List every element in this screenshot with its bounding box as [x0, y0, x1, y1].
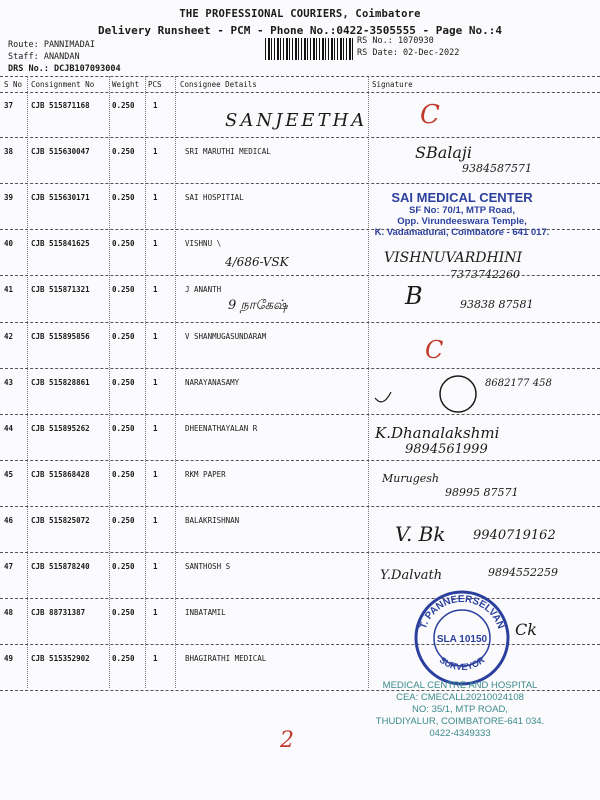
col-header-weight: Weight [112, 80, 140, 89]
row-sno: 49 [4, 654, 14, 664]
row-pcs: 1 [153, 423, 158, 433]
row-consignment-no: CJB 88731387 [31, 608, 86, 618]
stamp-line: NO: 35/1, MTP ROAD, [412, 704, 508, 715]
handwritten-phone: 93838 87581 [460, 298, 534, 311]
row-divider [0, 137, 600, 138]
handwritten-signature: SBalaji [415, 143, 472, 162]
col-header-signature: Signature [372, 80, 413, 89]
row-consignment-no: CJB 515895856 [31, 331, 90, 341]
handwritten-phone: 8682177 458 [485, 378, 552, 389]
row-consignment-no: CJB 515878240 [31, 562, 90, 571]
stamp-line: MEDICAL CENTRE AND HOSPITAL [382, 680, 538, 691]
row-consignee: BHAGIRATHI MEDICAL [185, 654, 267, 664]
row-consignment-no: CJB 515868428 [31, 469, 90, 479]
row-weight: 0.250 [112, 515, 135, 525]
hospital-stamp [365, 680, 555, 740]
row-sno: 45 [4, 469, 14, 479]
row-divider [0, 322, 600, 323]
handwritten-phone: 9894552259 [488, 566, 558, 579]
document-subtitle: Delivery Runsheet - PCM - Phone No.:0422-3505555 - Page No.:4 [98, 24, 502, 37]
row-weight: 0.250 [112, 654, 135, 664]
row-divider [0, 460, 600, 461]
stamp-title: SAI MEDICAL CENTER [391, 190, 533, 205]
row-sno: 39 [4, 193, 14, 203]
row-consignment-no: CJB 515871168 [31, 101, 90, 110]
row-consignment-no: CJB 515895262 [31, 423, 90, 433]
col-header-sno: S No [4, 80, 23, 89]
column-divider [27, 76, 28, 688]
row-consignment-no: CJB 515871321 [31, 285, 90, 295]
row-sno: 42 [4, 331, 14, 341]
column-divider [175, 76, 176, 688]
row-sno: 40 [4, 239, 14, 249]
scribble-signature: B [405, 282, 423, 310]
row-sno: 46 [4, 515, 14, 525]
handwritten-phone: 9384587571 [462, 162, 532, 175]
row-consignee: SAI HOSPITIAL [185, 193, 244, 203]
handwritten-page-mark: 2 [280, 728, 294, 753]
row-weight: 0.250 [112, 608, 135, 618]
barcode [265, 38, 353, 60]
handwritten-phone: 98995 87571 [445, 486, 519, 499]
handwritten-note: 9 நாகேஷ் [228, 298, 288, 313]
row-sno: 44 [4, 423, 14, 433]
row-sno: 41 [4, 285, 14, 295]
row-sno: 48 [4, 608, 14, 618]
handwritten-signature: V. Bk [395, 522, 446, 546]
row-divider [0, 506, 600, 507]
row-weight: 0.250 [112, 239, 135, 249]
seal-role: SURVEYOR [437, 654, 487, 673]
row-divider [0, 368, 600, 369]
row-divider [0, 183, 600, 184]
row-consignee: INBATAMIL [185, 608, 226, 618]
row-weight: 0.250 [112, 285, 135, 295]
row-consignment-no: CJB 515630047 [31, 147, 90, 157]
svg-text:SURVEYOR [438, 654, 487, 672]
row-consignee: DHEENATHAYALAN R [185, 423, 258, 433]
row-consignee: NARAYANASAMY [185, 377, 240, 387]
handwritten-name: SANJEETHA [225, 110, 368, 131]
row-consignee: SRI MARUTHI MEDICAL [185, 147, 271, 157]
row-consignee: RKM PAPER [185, 469, 226, 479]
column-divider [368, 76, 369, 688]
stamp-line: CEA: CMECALL20210024108 [396, 692, 524, 703]
row-weight: 0.250 [112, 101, 135, 110]
row-consignee: V SHANMUGASUNDARAM [185, 331, 267, 341]
handwritten-signature: Y.Dalvath [380, 568, 443, 583]
row-consignment-no: CJB 515825072 [31, 515, 90, 525]
handwritten-address: 4/686-VSK [225, 255, 289, 269]
scribble-signature: Ck [515, 620, 537, 639]
row-pcs: 1 [153, 515, 158, 525]
table-top-border [0, 76, 600, 77]
row-consignee: VISHNU \ [185, 239, 222, 249]
row-pcs: 1 [153, 331, 158, 341]
row-consignment-no: CJB 515828861 [31, 377, 90, 387]
column-divider [109, 76, 110, 688]
row-pcs: 1 [153, 608, 158, 618]
red-mark: C [420, 100, 440, 130]
row-weight: 0.250 [112, 562, 135, 571]
rs-number: RS No.: 1070930 [357, 36, 434, 46]
col-header-pcs: PCS [148, 80, 162, 89]
col-header-consignment: Consignment No [31, 80, 95, 89]
surveyor-seal [412, 588, 512, 688]
header-divider [0, 92, 600, 93]
row-sno: 43 [4, 377, 14, 387]
row-weight: 0.250 [112, 147, 135, 157]
row-pcs: 1 [153, 469, 158, 479]
row-weight: 0.250 [112, 377, 135, 387]
row-consignment-no: CJB 515630171 [31, 193, 90, 203]
rs-date: RS Date: 02-Dec-2022 [357, 48, 460, 58]
column-divider [145, 76, 146, 688]
drs-number: DRS No.: DCJB107093004 [8, 64, 121, 74]
seal-name: T. PANNEERSELVAN [417, 593, 507, 631]
col-header-consignee: Consignee Details [180, 80, 257, 89]
staff-label: Staff: ANANDAN [8, 52, 80, 62]
handwritten-signature: VISHNUVARDHINI [384, 250, 523, 266]
row-divider [0, 552, 600, 553]
row-weight: 0.250 [112, 423, 135, 433]
row-consignee: SANTHOSH S [185, 562, 231, 571]
row-weight: 0.250 [112, 469, 135, 479]
row-consignee: BALAKRISHNAN [185, 515, 240, 525]
handwritten-phone: 9940719162 [473, 528, 556, 543]
row-pcs: 1 [153, 562, 158, 571]
runsheet-meta-right [357, 35, 459, 59]
row-pcs: 1 [153, 239, 158, 249]
handwritten-signature: Murugesh [382, 472, 439, 485]
row-pcs: 1 [153, 147, 158, 157]
red-mark: C [425, 336, 444, 364]
row-sno: 38 [4, 147, 14, 157]
seal-id: SLA 10150 [436, 634, 488, 645]
document-title: THE PROFESSIONAL COURIERS, Coimbatore [179, 8, 421, 20]
row-sno: 47 [4, 562, 14, 571]
row-pcs: 1 [153, 654, 158, 664]
route-label: Route: PANNIMADAI [8, 40, 95, 50]
stamp-line: K. Vadamadurai, Coimbatore - 641 017. [374, 227, 550, 238]
row-pcs: 1 [153, 377, 158, 387]
runsheet-meta-left [8, 39, 121, 75]
sai-medical-stamp [372, 190, 552, 238]
row-pcs: 1 [153, 193, 158, 203]
svg-text:T. PANNEERSELVAN [418, 594, 506, 631]
stamp-line: Opp. Virundeeswara Temple, [397, 216, 527, 227]
row-pcs: 1 [153, 285, 158, 295]
handwritten-signature: K.Dhanalakshmi [375, 424, 500, 442]
handwritten-phone: 9894561999 [405, 442, 488, 457]
row-consignee: J ANANTH [185, 285, 222, 295]
row-consignment-no: CJB 515841625 [31, 239, 90, 249]
stamp-line: THUDIYALUR, COIMBATORE-641 034. [375, 716, 545, 727]
row-sno: 37 [4, 101, 14, 110]
handwritten-phone: 7373742260 [450, 268, 520, 281]
row-pcs: 1 [153, 101, 158, 110]
stamp-line: SF No: 70/1, MTP Road, [409, 205, 515, 216]
row-weight: 0.250 [112, 331, 135, 341]
row-consignment-no: CJB 515352902 [31, 654, 90, 664]
stamp-line: 0422-4349333 [429, 728, 491, 739]
row-weight: 0.250 [112, 193, 135, 203]
